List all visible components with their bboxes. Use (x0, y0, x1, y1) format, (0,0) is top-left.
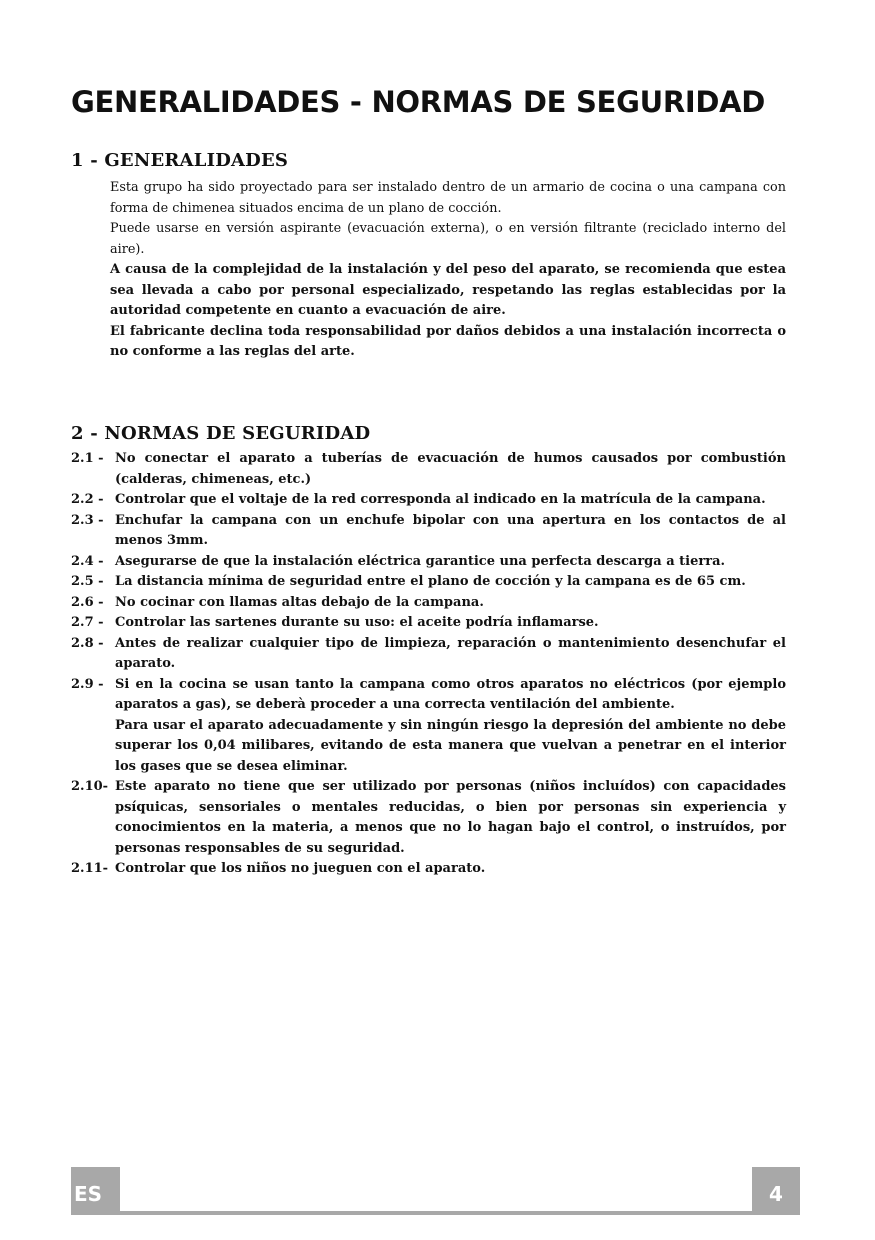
paragraph-usage: Puede usarse en versión aspirante (evacuación externa), o en versión filtrante (reciclado interno del aire). (110, 221, 786, 257)
safety-rule (71, 777, 786, 859)
safety-rule (71, 859, 786, 880)
safety-rule (71, 613, 786, 634)
safety-rule (71, 634, 786, 675)
rule-number: 2.2 - (71, 492, 104, 507)
footer-bar (71, 1211, 800, 1215)
language-label: ES (74, 1182, 103, 1206)
rule-number: 2.5 - (71, 574, 104, 589)
rule-text: La distancia mínima de seguridad entre el plano de cocción y la campana es de 65 cm. (115, 574, 746, 589)
safety-rule (71, 572, 786, 593)
rule-number: 2.7 - (71, 615, 104, 630)
page-number: 4 (769, 1182, 783, 1206)
page-title: GENERALIDADES - NORMAS DE SEGURIDAD (71, 85, 766, 119)
rule-text: Este aparato no tiene que ser utilizado por personas (niños incluídos) con capacidades psíquicas, sensoriales o mentales reducidas, o bien por personas sin experiencia y conocimientos en la materia, a menos que no lo hagan bajo el control, o instruídos, por personas responsables de su seguridad. (115, 779, 786, 856)
safety-rule (71, 593, 786, 614)
safety-rule (71, 675, 786, 778)
safety-rules-list (71, 449, 786, 880)
rule-number: 2.3 - (71, 512, 104, 528)
section-1-body (110, 178, 786, 363)
rule-number: 2.1 - (71, 451, 104, 466)
paragraph-liability: El fabricante declina toda responsabilidad por daños debidos a una instalación incorrecta o no conforme a las reglas del arte. (110, 323, 786, 359)
paragraph-installation-warning: A causa de la complejidad de la instalación y del peso del aparato, se recomienda que estea sea llevada a cabo por personal especializado, respetando las reglas establecidas por la autoridad competente en cuanto a evacuación de aire. (110, 262, 786, 318)
rule-text: No cocinar con llamas altas debajo de la campana. (115, 594, 484, 610)
rule-number: 2.4 - (71, 553, 104, 569)
safety-rule (71, 449, 786, 490)
safety-rule (71, 511, 786, 552)
rule-number: 2.11- (71, 861, 109, 876)
section-2-heading: 2 - NORMAS DE SEGURIDAD (71, 423, 371, 444)
rule-number: 2.9 - (71, 676, 104, 692)
section-1-heading: 1 - GENERALIDADES (71, 150, 289, 171)
rule-text: Controlar las sartenes durante su uso: el aceite podría inflamarse. (115, 615, 599, 630)
rule-text: Controlar que los niños no jueguen con el aparato. (115, 861, 486, 876)
rule-number: 2.6 - (71, 594, 104, 610)
rule-number: 2.8 - (71, 635, 104, 651)
rule-text: No conectar el aparato a tuberías de evacuación de humos causados por combustión (calderas, chimeneas, etc.) (115, 451, 786, 487)
rule-text-continuation: Para usar el aparato adecuadamente y sin ningún riesgo la depresión del ambiente no debe superar los 0,04 milibares, evitando de esta manera que vuelvan a penetrar en el interior los gases que se desea eliminar. (115, 717, 786, 774)
safety-rule (71, 552, 786, 573)
paragraph-intro: Esta grupo ha sido proyectado para ser instalado dentro de un armario de cocina o una campana con forma de chimenea situados encima de un plano de cocción. (110, 180, 786, 216)
rule-number: 2.10- (71, 779, 109, 794)
rule-text: Controlar que el voltaje de la red corresponda al indicado en la matrícula de la campana. (115, 492, 766, 507)
rule-text: Enchufar la campana con un enchufe bipolar con una apertura en los contactos de al menos 3mm. (115, 512, 786, 548)
safety-rule (71, 490, 786, 511)
rule-text: Si en la cocina se usan tanto la campana como otros aparatos no eléctricos (por ejemplo aparatos a gas), se deberà proceder a una correcta ventilación del ambiente. (115, 676, 786, 712)
rule-text: Asegurarse de que la instalación eléctrica garantice una perfecta descarga a tierra. (115, 553, 726, 569)
rule-text: Antes de realizar cualquier tipo de limpieza, reparación o mantenimiento desenchufar el aparato. (115, 635, 786, 671)
